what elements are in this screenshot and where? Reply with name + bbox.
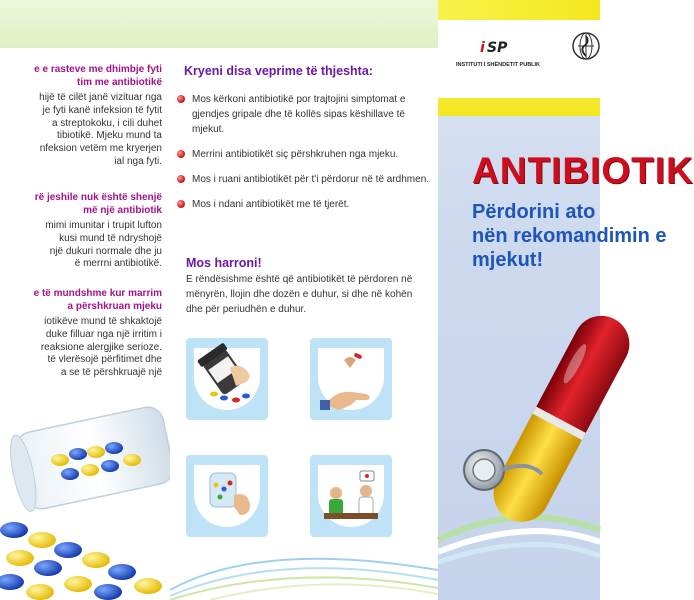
list-item-text: Mos i ruani antibiotikët për t'i përdorur në të ardhmen. <box>192 174 430 185</box>
body-line: të vlerësojë përfitimet dhe <box>47 354 162 366</box>
cover-subtitle <box>472 200 667 272</box>
actions-title: Kryeni disa veprime të thjeshta: <box>184 64 373 78</box>
heading-line: më një antibiotik <box>83 204 162 216</box>
body-line: ë merrni antibiotikë. <box>74 258 162 270</box>
svg-text:i: i <box>480 40 485 56</box>
section-body <box>0 92 162 169</box>
middle-panel <box>170 0 438 600</box>
isp-logo-icon <box>478 36 508 56</box>
capsule-bullet-icon <box>177 200 185 208</box>
list-item-text: Merrini antibiotikët siç përshkruhen nga mjeku. <box>192 149 399 160</box>
capsule-bullet-icon <box>177 175 185 183</box>
actions-list <box>176 92 432 222</box>
body-line: je fyti kanë infeksion të fytit <box>42 104 162 116</box>
hand-giving-pill-icon <box>310 338 392 420</box>
section-heading <box>0 288 162 313</box>
body-line: duke filluar nga një irritim i <box>45 328 162 340</box>
subtitle-line: Përdorini ato <box>472 201 596 223</box>
heading-line: e e rasteve me dhimbje fyti <box>34 64 162 75</box>
section-heading <box>0 64 162 89</box>
top-color-band <box>0 0 170 48</box>
section-side-effects <box>0 288 162 380</box>
list-item <box>176 172 432 187</box>
pill-bottle-illustration <box>0 390 170 600</box>
body-line: iotikëve mund të shkaktojë <box>44 316 162 327</box>
cover-title: ANTIBIOTIK <box>472 150 694 191</box>
reminder-text: E rëndësishme është që antibiotikët të përdoren në mënyrën, llojin dhe dozën e duhur, si dhe në kohën dhe për periudhën e duhur. <box>186 274 413 315</box>
heading-line: rë jeshile nuk është shenjë <box>34 192 162 203</box>
body-line: një dukuri normale dhe ju <box>49 245 162 257</box>
list-item-text: Mos kërkoni antibiotikë por trajtojini simptomat e gjendjes gripale dhe të kollës sipas këshillave të mjekut. <box>192 94 406 135</box>
list-item <box>176 147 432 162</box>
section-body <box>0 220 162 271</box>
capsule-bullet-icon <box>177 150 185 158</box>
list-item-text: Mos i ndani antibiotikët me të tjerët. <box>192 199 350 210</box>
list-item <box>176 92 432 137</box>
who-emblem-icon <box>568 30 598 64</box>
decorative-waves <box>170 500 438 600</box>
list-item <box>176 197 432 212</box>
heading-line: tim me antibiotikë <box>76 76 162 88</box>
body-line: hijë të cilët janë vizituar nga <box>39 92 162 103</box>
pill-bottle-icon <box>186 338 268 420</box>
isp-label: INSTITUTI I SHËNDETIT PUBLIK <box>456 62 541 68</box>
capsule-bullet-icon <box>177 95 185 103</box>
subtitle-line: nën rekomandimin e <box>472 225 667 247</box>
top-color-band <box>438 0 600 20</box>
top-color-band <box>170 0 438 48</box>
heading-line: a përshkruan mjeku <box>67 300 162 312</box>
section-sore-throat <box>0 64 162 169</box>
body-line: a streptokoku, i cili duhet <box>51 117 162 129</box>
section-body <box>0 316 162 380</box>
section-green-mucus <box>0 192 162 271</box>
right-panel <box>438 0 694 600</box>
yellow-ribbon <box>438 98 600 116</box>
body-line: kusi mund të ndryshojë <box>59 232 162 244</box>
body-line: ial nga fyti. <box>114 155 162 167</box>
capsule-icon <box>438 290 600 600</box>
body-line: reaksione alergjike serioze. <box>40 341 162 353</box>
body-line: nfeksion vetëm me kryerjen <box>39 143 162 155</box>
heading-line: e të mundshme kur marrim <box>33 288 162 299</box>
section-heading <box>0 192 162 217</box>
body-line: a se të përshkruajë një <box>60 367 162 379</box>
body-line: tibiotikë. Mjeku mund ta <box>56 130 162 142</box>
subtitle-line: mjekut! <box>472 249 544 271</box>
svg-text:SP: SP <box>487 40 508 56</box>
left-panel <box>0 0 170 600</box>
body-line: mimi imunitar i trupit lufton <box>45 220 162 231</box>
reminder-title: Mos harroni! <box>186 256 262 270</box>
